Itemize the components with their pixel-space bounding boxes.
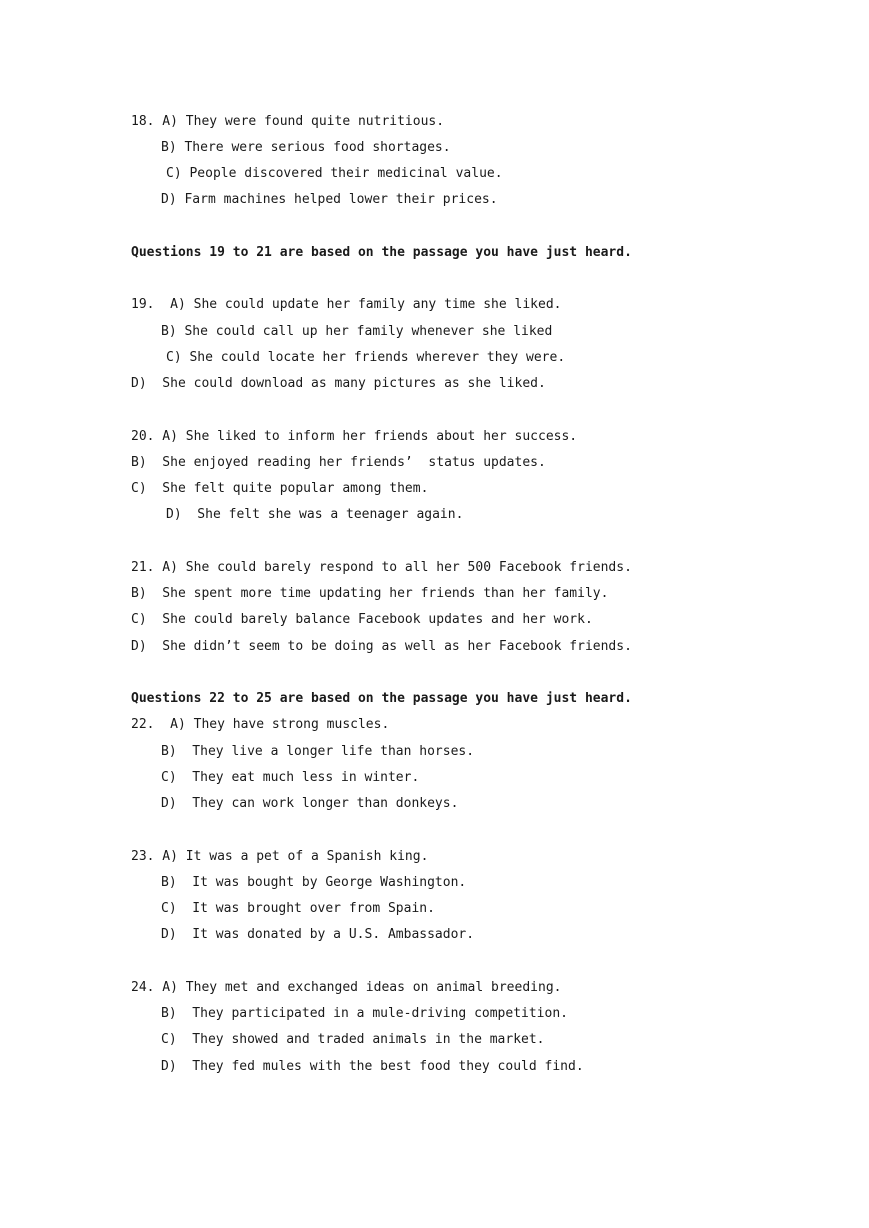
q24-option-d: D) They fed mules with the best food they could find. [161, 1059, 584, 1074]
q22-option-d: D) They can work longer than donkeys. [161, 796, 459, 811]
section-header-19-21: Questions 19 to 21 are based on the passage you have just heard. [131, 245, 632, 260]
q18-option-a: 18. A) They were found quite nutritious. [131, 114, 445, 129]
q20-option-b: B) She enjoyed reading her friends’ status updates. [131, 455, 546, 470]
q24-option-a: 24. A) They met and exchanged ideas on animal breeding. [131, 980, 562, 995]
q19-option-b: B) She could call up her family whenever she liked [161, 324, 553, 339]
q20-option-a: 20. A) She liked to inform her friends about her success. [131, 429, 578, 444]
q19-option-c: C) She could locate her friends wherever they were. [166, 350, 566, 365]
q19-option-d: D) She could download as many pictures as she liked. [131, 376, 546, 391]
q23-option-c: C) It was brought over from Spain. [161, 901, 435, 916]
q22-option-b: B) They live a longer life than horses. [161, 744, 475, 759]
q21-option-b: B) She spent more time updating her friends than her family. [131, 586, 609, 601]
q20-option-c: C) She felt quite popular among them. [131, 481, 429, 496]
q24-option-b: B) They participated in a mule-driving competition. [161, 1006, 568, 1021]
q19-option-a: 19. A) She could update her family any time she liked. [131, 297, 562, 312]
q18-option-d: D) Farm machines helped lower their prices. [161, 192, 498, 207]
q21-option-a: 21. A) She could barely respond to all her 500 Facebook friends. [131, 560, 632, 575]
q21-option-c: C) She could barely balance Facebook updates and her work. [131, 612, 593, 627]
q22-option-a: 22. A) They have strong muscles. [131, 717, 390, 732]
q20-option-d: D) She felt she was a teenager again. [166, 507, 464, 522]
q22-option-c: C) They eat much less in winter. [161, 770, 420, 785]
q23-option-a: 23. A) It was a pet of a Spanish king. [131, 849, 429, 864]
q18-option-b: B) There were serious food shortages. [161, 140, 451, 155]
q18-option-c: C) People discovered their medicinal value. [166, 166, 503, 181]
q23-option-d: D) It was donated by a U.S. Ambassador. [161, 927, 475, 942]
q24-option-c: C) They showed and traded animals in the market. [161, 1032, 545, 1047]
section-header-22-25: Questions 22 to 25 are based on the passage you have just heard. [131, 691, 632, 706]
q21-option-d: D) She didn’t seem to be doing as well as her Facebook friends. [131, 639, 632, 654]
q23-option-b: B) It was bought by George Washington. [161, 875, 467, 890]
